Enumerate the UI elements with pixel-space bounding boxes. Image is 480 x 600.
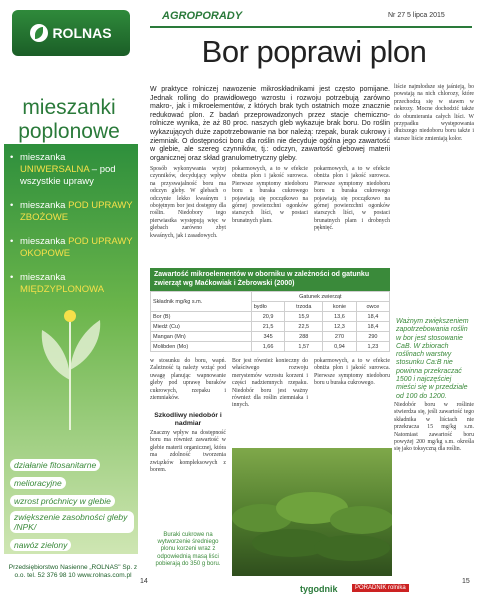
data-table (150, 291, 390, 352)
article-lead: W praktyce rolniczej nawozenie mikroskładnikami jest często pomijane. Jednak rolling do prawidłowego wzrostu i rozwoju potrzebują zarówno makro-, jak i mikroelementów, z których brak tych ostatnich może znacznie redukować plon. Z badań przeprowadzonych przez stacje chemiczno-rolnicze wynika, że aż 80 proc. naszych gleb wykazuje brak boru. Do roślin wykazujących duże zapotrzebowanie na bor należą: rzepak, burak cukrowy i ziemniak. O dostępności boru dla roślin nie decyduje ogólna jego zawartość w glebie, ale szereg czynników, tj.: odczyn, zawartość glebowej materii organicznej oraz skład granulometryczny gleby. (150, 86, 390, 162)
benefit-tag: nawóz zielony (10, 539, 71, 551)
table-row: Bor (B) 20,9 15,9 13,6 18,4 (151, 312, 390, 322)
benefit-tag: wzrost próchnicy w glebie (10, 495, 115, 507)
sidebar-title: mieszanki poplonowe (18, 96, 120, 143)
brand-name: ROLNAS (52, 25, 112, 41)
poradnik-badge: PORADNIK rolnika (352, 584, 409, 592)
tygodnik-logo: tygodnik (300, 584, 338, 594)
sugar-beet-photo (232, 448, 392, 576)
table-row: Molibden (Mo) 1,66 1,57 0,94 1,23 (151, 342, 390, 352)
sidebar-ad (0, 0, 138, 600)
header-rule (150, 26, 472, 28)
sidebar-footer: Przedsiębiorstwo Nasienne „ROLNAS" Sp. z o.o. tel. 52 376 98 10 www.rolnas.com.pl (8, 564, 138, 579)
subheading: Szkodliwy niedobór i nadmiar (154, 412, 222, 427)
mixture-item: • mieszanka UNIWERSALNA – pod wszystkie uprawy (10, 152, 134, 188)
benefit-tag: zwiększenie zasobności gleby /NPK/ (10, 511, 134, 533)
benefit-tag: melioracyjne (10, 477, 66, 489)
beet-leaves-graphic (232, 448, 392, 576)
mixture-list (10, 152, 134, 308)
leaf-icon (30, 24, 48, 42)
mixture-item: • mieszanka POD UPRAWY OKOPOWE (10, 236, 134, 260)
plant-illustration (20, 300, 120, 430)
page-number-right: 15 (462, 578, 470, 585)
table-col: trzoda (285, 302, 323, 312)
body-column: Bor jest również konieczny do właściwego rozwoju merystemów wzrostu korzeni i części nadziemnych rzepaku. Niedobór boru jest ważny również dla roślin ziemniaka i innych. (232, 358, 308, 409)
issue-info: Nr 27 5 lipca 2015 (388, 12, 445, 19)
body-column: pokarmowych, a to w efekcie obniża plon i jakość surowca. Pierwsze symptomy niedoboru boru u buraka cukrowego pojawiają się początkowo na górnej powierzchni ogonków starszych liści, w postaci brunatnych plam. (232, 166, 308, 224)
mixture-item: • mieszanka MIĘDZYPLONOWA (10, 272, 134, 296)
body-column: Sposób wykonywania wyżej czynników, decydujący wpływ na przyswajalność boru ma odczyn gleby. W glebach o odczynie lekko kwaśnym i obojętnym bor jest dostępny dla roślin. Niedobory tego pierwiastka występują więc w glebach zarówno zbyt kwaśnych, jak i zasadowych. (150, 166, 226, 239)
article-title: Bor poprawi plon (201, 34, 427, 69)
table-row: Mangan (Mn) 345 288 270 290 (151, 332, 390, 342)
photo-caption: Buraki cukrowe na wytworzenie średniego plonu korzeni wraz z odpowiednią masą liści pobierają do 350 g boru. (155, 532, 221, 567)
rolnas-logo[interactable] (12, 10, 130, 56)
table-group-header: Gatunek zwierząt (251, 292, 389, 302)
table-col: konie (323, 302, 357, 312)
table-title: Zawartość mikroelementów w oborniku w zależności od gatunku zwierząt wg Maćkowiak i Żebrowski (2000) (150, 268, 390, 291)
mixture-item: • mieszanka POD UPRAWY ZBOŻOWE (10, 200, 134, 224)
body-column: w stosunku do boru, wapń. Zależność tą należy wziąć pod uwagę planując wapnowanie gleby pod uprawę buraków cukrowych, rzepaku i ziemniaków. (150, 358, 226, 402)
section-label: AGROPORADY (162, 10, 243, 22)
micro-elements-table (150, 268, 390, 352)
benefit-tag: działanie fitosanitarne (10, 459, 100, 471)
body-column: liście najmłodsze się jaśnieją, bo powstają na nich chlorozy, które przechodzą się w stawm w nekrozy. Mocne dochodzić także do obumierania całych liści. W przypadku występowania dłuższego niedoboru boru także i starsze liście zmieniają kolor. (394, 84, 474, 142)
table-col: owce (356, 302, 389, 312)
body-column: pokarmowych, a to w efekcie obniża plon i jakość surowca. Pierwsze symptomy niedoboru boru u buraka cukrowego pojawiają się początkowo na górnej powierzchni ogonków starszych liści, w postaci brunatnych plam i drobnych pęknięć. (314, 166, 390, 232)
table-col: bydło (251, 302, 285, 312)
benefit-tags (10, 455, 134, 553)
table-row: Miedź (Cu) 21,5 22,5 12,3 18,4 (151, 322, 390, 332)
page-number-left: 14 (140, 578, 148, 585)
table-header: Składnik mg/kg s.m. (151, 292, 252, 312)
pull-quote: Ważnym zwiększeniem zapotrzebowania roślin w bor jest stosowanie CaB. W zbiorach roślinach warstwy stosunku Ca:B nie powinna przekraczać 1500 i najczęściej mieści się w przedziale od 100 do 1200. (396, 318, 469, 400)
body-column: Znaczny wpływ na dostępność boru ma również zawartość w glebie materii organicznej, która ma zdolność tworzenia związków kompleksowych z borem. (150, 430, 226, 474)
body-column: pokarmowych, a to w efekcie obniża plon i jakość surowca. Pierwsze symptomy niedoboru boru u buraka cukrowego. (314, 358, 390, 387)
body-column: Niedobór boru w roślinie stwierdza się, jeśli zawartość tego składnika w liściach nie przekracza 15 mg/kg s.m. Natomiast zawartość boru powyżej 200 mg/kg s.m. określa się jako toksyczną dla roślin. (394, 402, 474, 453)
